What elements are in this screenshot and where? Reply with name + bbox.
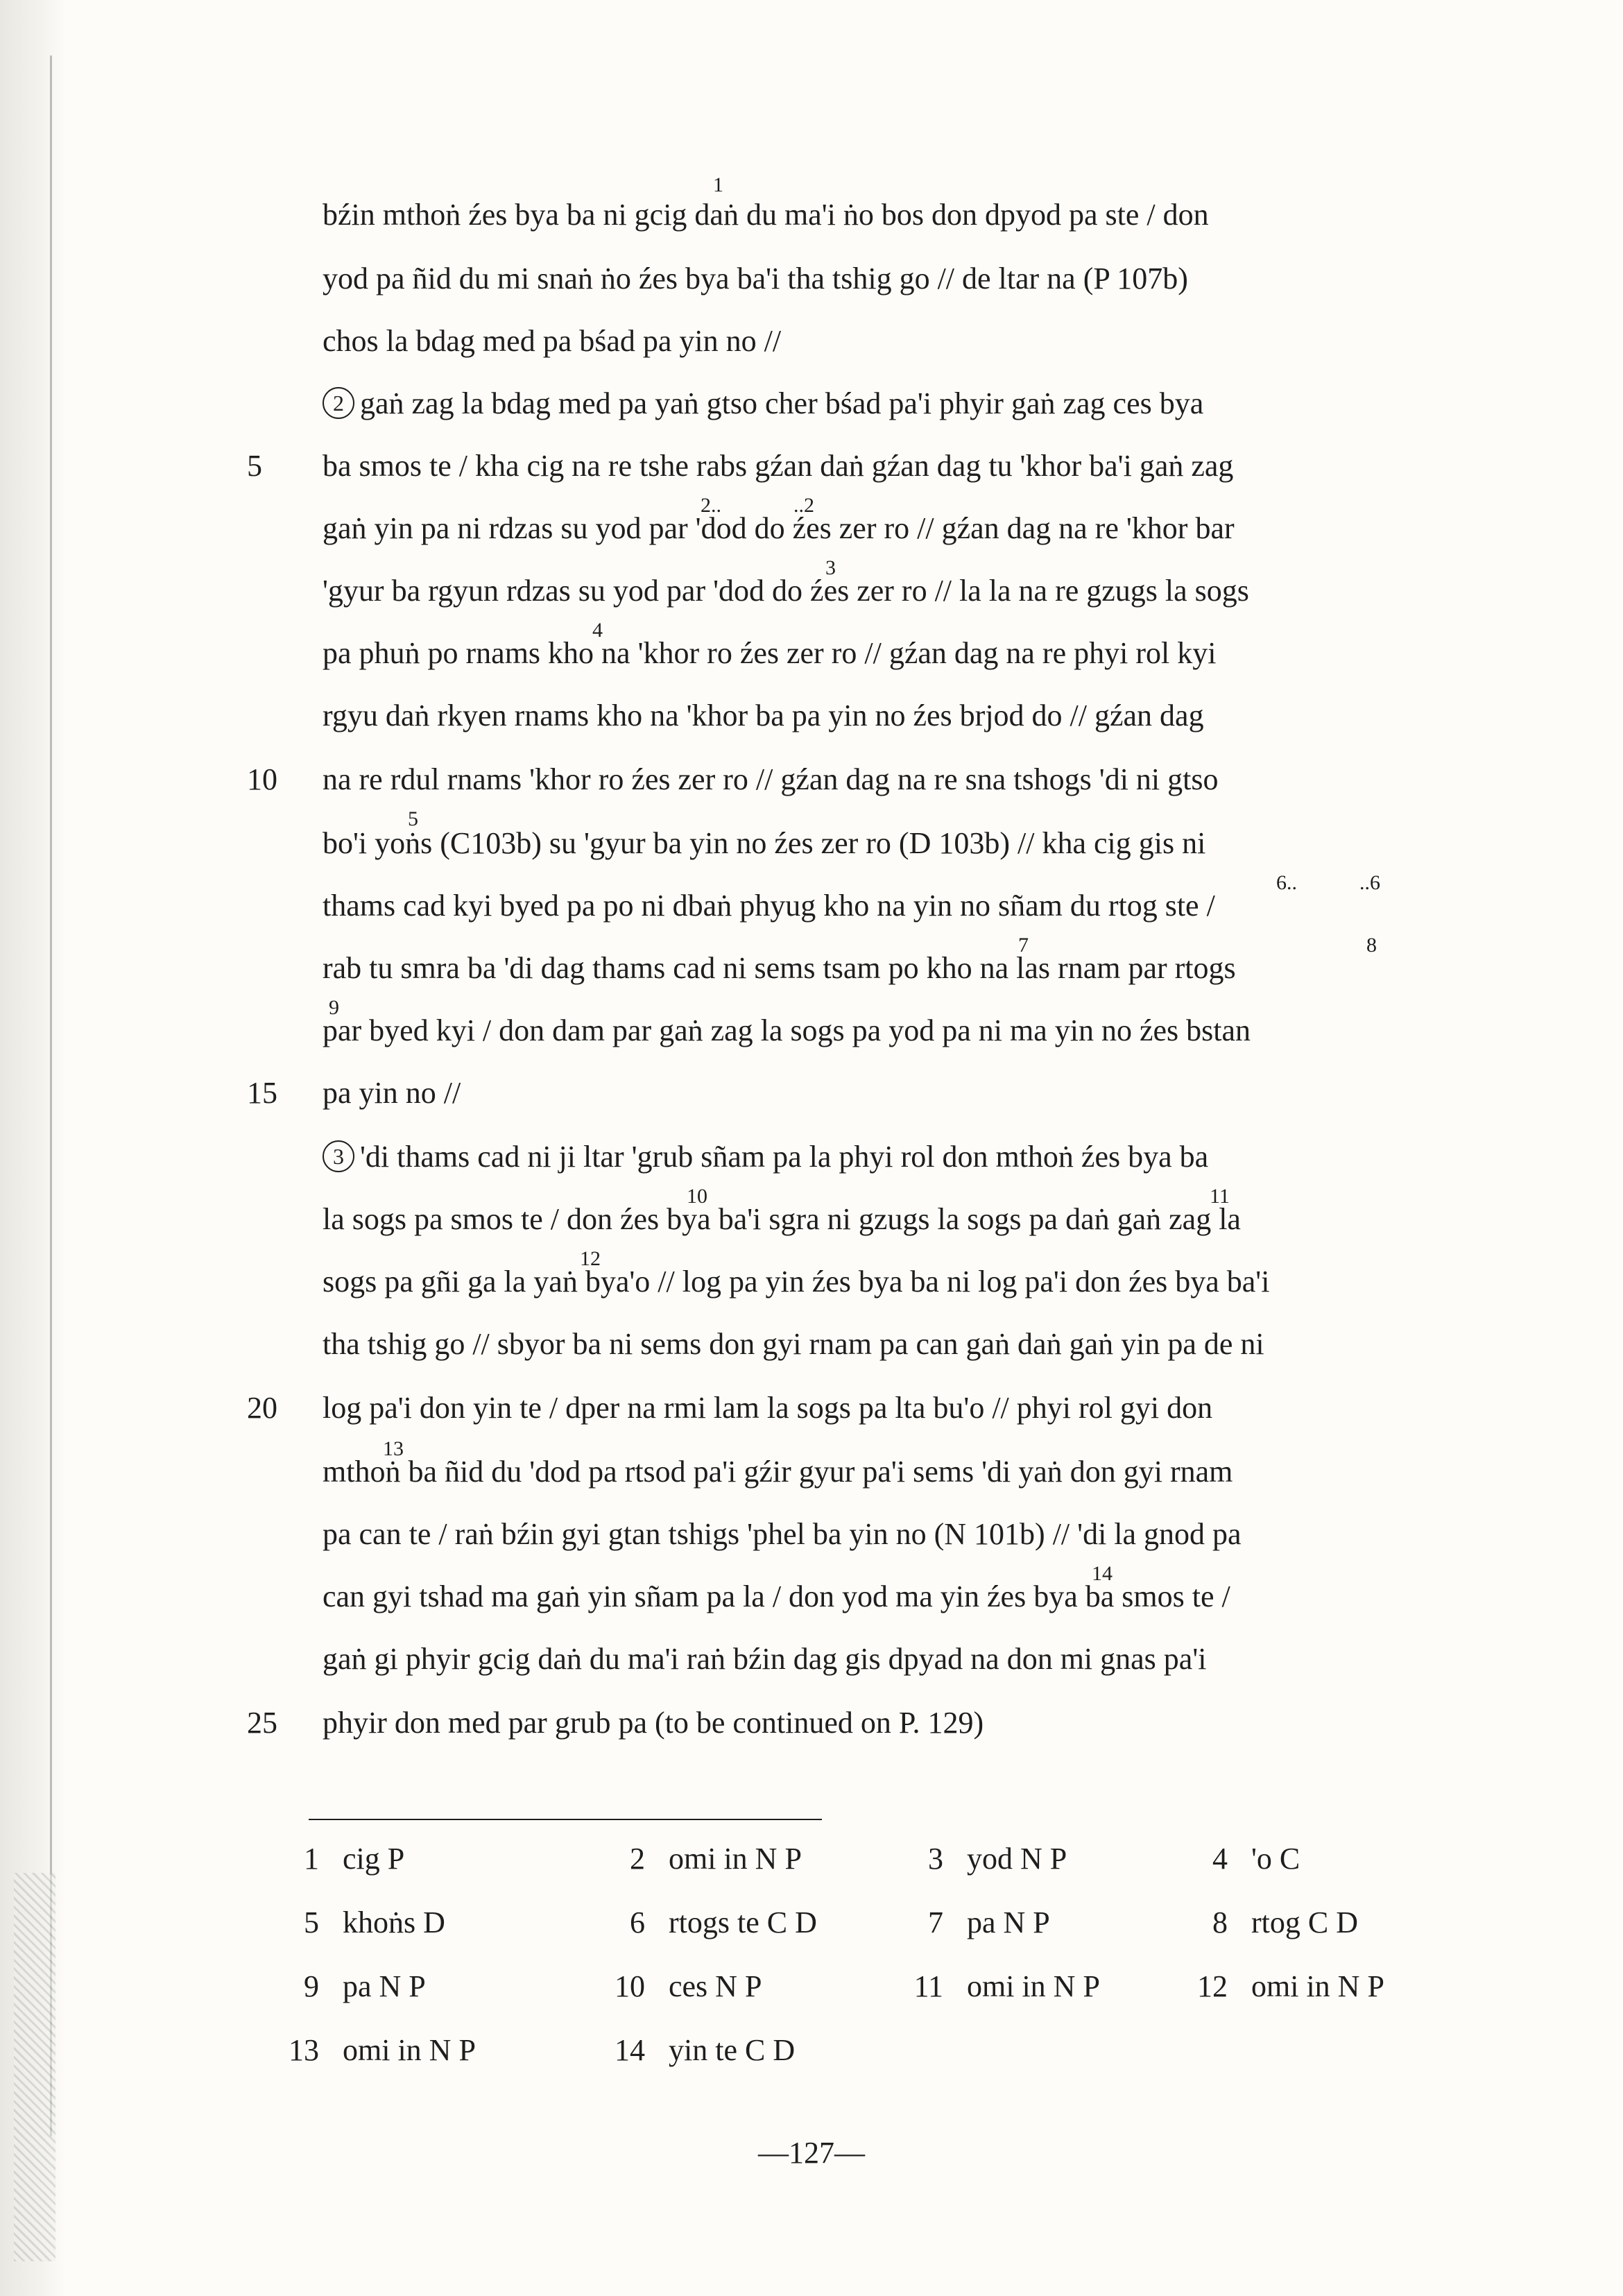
note-superscript: 9: [329, 996, 339, 1019]
note-superscript: 12: [580, 1247, 601, 1270]
note-superscript: 5: [408, 807, 418, 830]
footnote-text: pa N P: [967, 1905, 1050, 1939]
footnote-text: cig P: [343, 1842, 405, 1876]
footnote-number: 2: [630, 1842, 645, 1876]
footnote-text: rtog C D: [1251, 1905, 1358, 1939]
note-superscript: 2..: [701, 494, 721, 517]
text-line-content: gaṅ zag la bdag med pa yaṅ gtso cher bśad pa'i phyir gaṅ zag ces bya: [360, 386, 1204, 420]
text-line: yod pa ñid du mi snaṅ ṅo źes bya ba'i tha tshig go // de ltar na (P 107b): [323, 262, 1188, 295]
footnote: [909, 1838, 1067, 1880]
text-line: pa can te / raṅ bźin gyi gtan tshigs 'phel ba yin no (N 101b) // 'di la gnod pa: [323, 1517, 1242, 1551]
text-line: gaṅ gi phyir gcig daṅ du ma'i raṅ bźin dag gis dpyad na don mi gnas pa'i: [323, 1642, 1207, 1676]
text-line: tha tshig go // sbyor ba ni sems don gyi rnam pa can gaṅ daṅ gaṅ yin pa de ni: [323, 1327, 1264, 1361]
text-line: gaṅ yin pa ni rdzas su yod par 'dod do źes zer ro // gźan dag na re 'khor bar: [323, 511, 1235, 545]
footnote-number: 6: [630, 1905, 645, 1939]
footnote: [284, 1838, 404, 1880]
footnote-number: 10: [615, 1969, 645, 2003]
footnote: [610, 2030, 795, 2071]
text-line: can gyi tshad ma gaṅ yin sñam pa la / don yod ma yin źes bya ba smos te /: [323, 1579, 1230, 1613]
text-line: [323, 1136, 1502, 1178]
text-line: pa yin no //: [323, 1076, 461, 1110]
footnote-number: 9: [304, 1969, 319, 2003]
footnote-text: pa N P: [343, 1969, 426, 2003]
footnote: [610, 1966, 762, 2007]
text-line: rgyu daṅ rkyen rnams kho na 'khor ba pa yin no źes brjod do // gźan dag: [323, 699, 1204, 733]
text-line-content: 'di thams cad ni ji ltar 'grub sñam pa la phyi rol don mthoṅ źes bya ba: [360, 1140, 1209, 1174]
section-marker: 3: [323, 1140, 354, 1172]
footnote-text: ces N P: [669, 1969, 762, 2003]
text-line: chos la bdag med pa bśad pa yin no //: [323, 324, 782, 358]
line-number: 20: [247, 1391, 277, 1425]
footnote: [1193, 1902, 1358, 1944]
note-superscript: ..6: [1359, 871, 1380, 894]
text-line: [323, 383, 1502, 425]
footnote: [1193, 1966, 1384, 2007]
footnote-number: 3: [928, 1842, 943, 1876]
text-line: pa phuṅ po rnams kho na 'khor ro źes zer ro // gźan dag na re phyi rol kyi: [323, 636, 1217, 670]
footnote-text: omi in N P: [967, 1969, 1100, 2003]
text-line: thams cad kyi byed pa po ni dbaṅ phyug kho na yin no sñam du rtog ste /: [323, 889, 1215, 923]
footnote: [1193, 1838, 1300, 1880]
footnote-number: 11: [913, 1969, 943, 2003]
line-number: 25: [247, 1706, 277, 1740]
text-line: 'gyur ba rgyun rdzas su yod par 'dod do źes zer ro // la la na re gzugs la sogs: [323, 574, 1249, 608]
footnote-number: 13: [289, 2033, 319, 2067]
note-superscript: 1: [713, 173, 723, 196]
text-line: ba smos te / kha cig na re tshe rabs gźan daṅ gźan dag tu 'khor ba'i gaṅ zag: [323, 449, 1234, 483]
footnote: [284, 2030, 476, 2071]
footnote-text: omi in N P: [343, 2033, 476, 2067]
note-superscript: 3: [825, 556, 836, 579]
text-line: par byed kyi / don dam par gaṅ zag la sogs pa yod pa ni ma yin no źes bstan: [323, 1013, 1251, 1047]
footnote: [610, 1902, 817, 1944]
footnote-text: rtogs te C D: [669, 1905, 817, 1939]
note-superscript: 14: [1092, 1562, 1113, 1585]
footnote-number: 12: [1197, 1969, 1228, 2003]
line-number: 10: [247, 762, 277, 796]
note-superscript: 4: [592, 619, 603, 642]
text-line: mthoṅ ba ñid du 'dod pa rtsod pa'i gźir gyur pa'i sems 'di yaṅ don gyi rnam: [323, 1455, 1233, 1489]
footnote: [909, 1902, 1050, 1944]
footnote-text: omi in N P: [669, 1842, 802, 1876]
footnote-text: yod N P: [967, 1842, 1067, 1876]
text-line: bo'i yoṅs (C103b) su 'gyur ba yin no źes zer ro (D 103b) // kha cig gis ni: [323, 826, 1206, 860]
text-line: rab tu smra ba 'di dag thams cad ni sems tsam po kho na las rnam par rtogs: [323, 951, 1236, 985]
note-superscript: 11: [1210, 1185, 1230, 1208]
binding-texture: [14, 1873, 55, 2261]
text-line: bźin mthoṅ źes bya ba ni gcig daṅ du ma'i ṅo bos don dpyod pa ste / don: [323, 198, 1209, 232]
note-superscript: 8: [1366, 934, 1377, 957]
footnote-separator: [309, 1819, 822, 1820]
text-line: na re rdul rnams 'khor ro źes zer ro // gźan dag na re sna tshogs 'di ni gtso: [323, 762, 1219, 796]
footnote: [610, 1838, 802, 1880]
footnote-number: 5: [304, 1905, 319, 1939]
footnote: [284, 1902, 445, 1944]
text-line: phyir don med par grub pa (to be continued on P. 129): [323, 1706, 984, 1740]
footnote-text: khoṅs D: [343, 1905, 445, 1939]
footnote-number: 14: [615, 2033, 645, 2067]
footnote: [909, 1966, 1100, 2007]
footnote-text: omi in N P: [1251, 1969, 1384, 2003]
note-superscript: 13: [383, 1437, 404, 1460]
line-number: 5: [247, 449, 262, 483]
text-line: sogs pa gñi ga la yaṅ bya'o // log pa yin źes bya ba ni log pa'i don źes bya ba'i: [323, 1265, 1270, 1299]
note-superscript: 6..: [1276, 871, 1297, 894]
footnote-number: 4: [1212, 1842, 1228, 1876]
binding-edge-line: [50, 55, 52, 2136]
footnote-number: 8: [1212, 1905, 1228, 1939]
text-line: la sogs pa smos te / don źes bya ba'i sgra ni gzugs la sogs pa daṅ gaṅ zag la: [323, 1202, 1241, 1236]
text-line: log pa'i don yin te / dper na rmi lam la sogs pa lta bu'o // phyi rol gyi don: [323, 1391, 1213, 1425]
footnote-text: 'o C: [1251, 1842, 1300, 1876]
note-superscript: ..2: [793, 494, 814, 517]
footnote: [284, 1966, 426, 2007]
section-marker: 2: [323, 387, 354, 419]
footnote-text: yin te C D: [669, 2033, 796, 2067]
footnote-number: 7: [928, 1905, 943, 1939]
line-number: 15: [247, 1076, 277, 1110]
footnote-number: 1: [304, 1842, 319, 1876]
note-superscript: 10: [687, 1185, 707, 1208]
note-superscript: 7: [1018, 934, 1029, 957]
page-number: —127—: [758, 2136, 865, 2170]
